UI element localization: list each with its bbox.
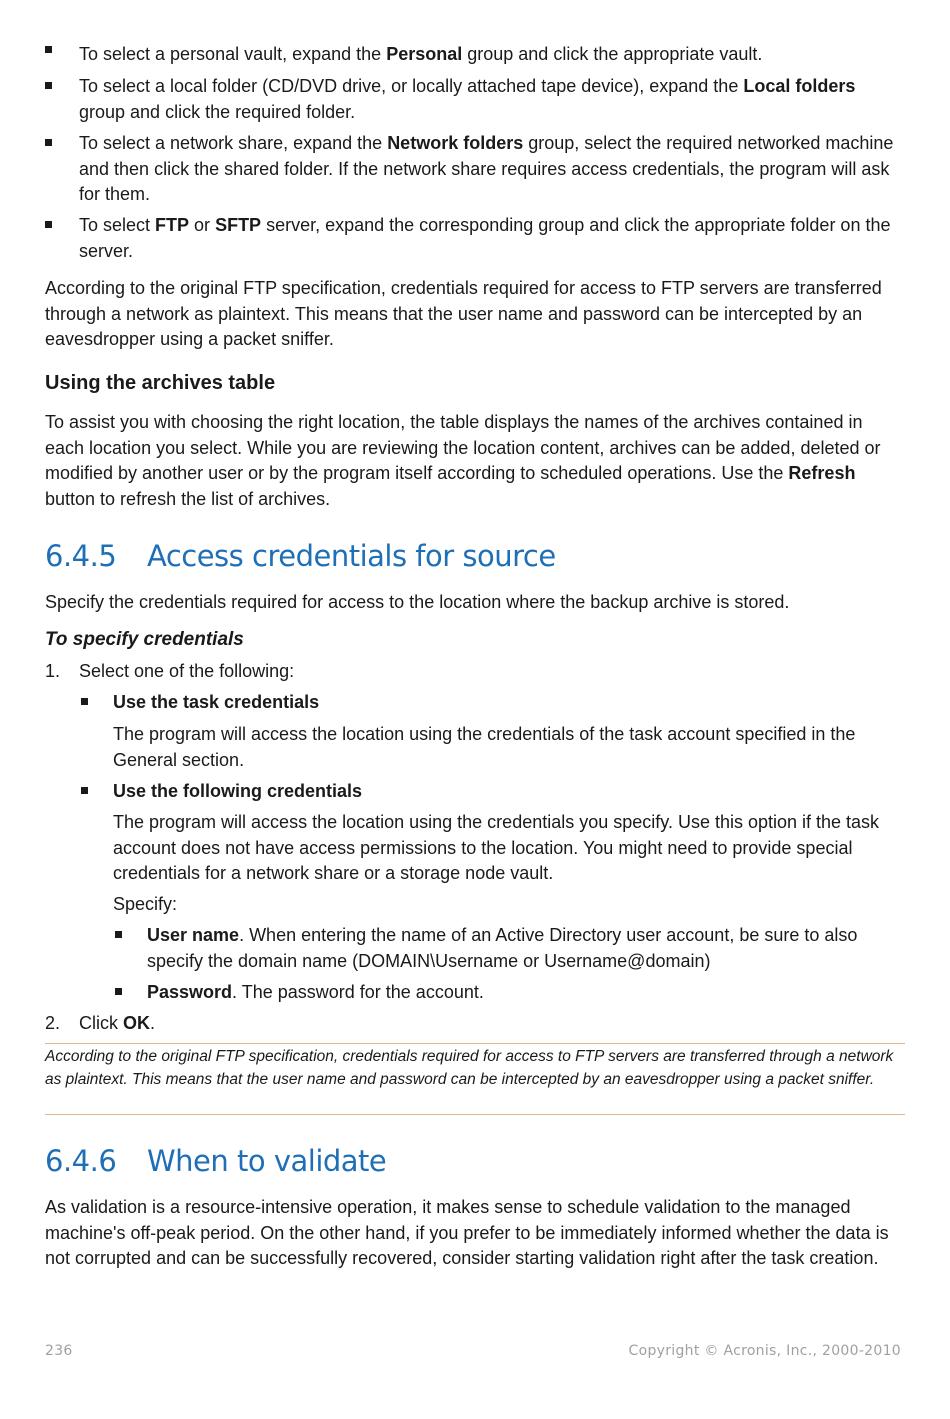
step-1-text: Select one of the following: <box>79 661 295 681</box>
copyright-footer: Copyright © Acronis, Inc., 2000-2010 <box>628 1343 901 1359</box>
step-number: 1. <box>45 661 61 681</box>
list-item: To select a network share, expand the Network folders group, select the required networked machine and then click the shared folder. If the network share requires access credentials, the program will ask for them. <box>79 133 894 204</box>
list-item: To select FTP or SFTP server, expand the corresponding group and click the appropriate folder on the server. <box>79 215 891 261</box>
bullet-icon <box>45 46 52 53</box>
option-following-credentials-desc: The program will access the location using the credentials you specify. Use this option if the task account does not have access permissions to the location. You might need to provide special credentials for a network share or a storage node vault. <box>113 812 880 883</box>
sub-item-user-name: User name. When entering the name of an Active Directory user account, be sure to also specify the domain name (DOMAIN\Username or Username@domain) <box>147 925 858 971</box>
step-2-text: Click OK. <box>79 1013 156 1033</box>
bullet-icon <box>81 698 88 705</box>
page-number: 236 <box>45 1343 73 1359</box>
option-following-credentials: Use the following credentials <box>113 781 363 801</box>
bullet-icon <box>45 221 52 228</box>
list-item: To select a local folder (CD/DVD drive, or locally attached tape device), expand the Local folders group and click the required folder. <box>79 76 856 122</box>
section-number: 6.4.5 <box>45 539 117 573</box>
option-task-credentials-desc: The program will access the location using the credentials of the task account specified in the General section. <box>113 724 856 770</box>
section-title: Access credentials for source <box>147 539 556 573</box>
section-heading-646 <box>45 1144 387 1178</box>
bullet-icon <box>115 988 122 995</box>
archives-paragraph: To assist you with choosing the right location, the table displays the names of the archives contained in each location you select. While you are reviewing the location content, archives can be added, deleted or modified by another user or by the program itself according to scheduled operations. Use the Refresh button to refresh the list of archives. <box>45 412 881 509</box>
section-heading-645 <box>45 539 556 573</box>
section-title: When to validate <box>147 1144 387 1178</box>
section-number: 6.4.6 <box>45 1144 117 1178</box>
bullet-icon <box>45 139 52 146</box>
note-box: According to the original FTP specification, credentials required for access to FTP servers are transferred through a network as plaintext. This means that the user name and password can be intercepted by an eavesdropper using a packet sniffer. <box>45 1043 905 1115</box>
list-item: To select a personal vault, expand the Personal group and click the appropriate vault. <box>79 44 763 64</box>
section-646-paragraph: As validation is a resource-intensive operation, it makes sense to schedule validation to the managed machine's off-peak period. On the other hand, if you prefer to be immediately informed whether the data is not corrupted and can be successfully recovered, consider starting validation right after the task creation. <box>45 1197 889 1268</box>
procedure-heading: To specify credentials <box>45 629 244 650</box>
step-number: 2. <box>45 1013 61 1033</box>
bullet-icon <box>115 931 122 938</box>
bullet-icon <box>45 82 52 89</box>
option-task-credentials: Use the task credentials <box>113 692 320 712</box>
ftp-paragraph: According to the original FTP specification, credentials required for access to FTP servers are transferred through a network as plaintext. This means that the user name and password can be intercepted by an eavesdropper using a packet sniffer. <box>45 278 882 349</box>
section-645-intro: Specify the credentials required for access to the location where the backup archive is stored. <box>45 592 790 612</box>
specify-label: Specify: <box>113 894 178 914</box>
bullet-icon <box>81 787 88 794</box>
archives-table-heading: Using the archives table <box>45 372 276 394</box>
sub-item-password: Password. The password for the account. <box>147 982 484 1002</box>
